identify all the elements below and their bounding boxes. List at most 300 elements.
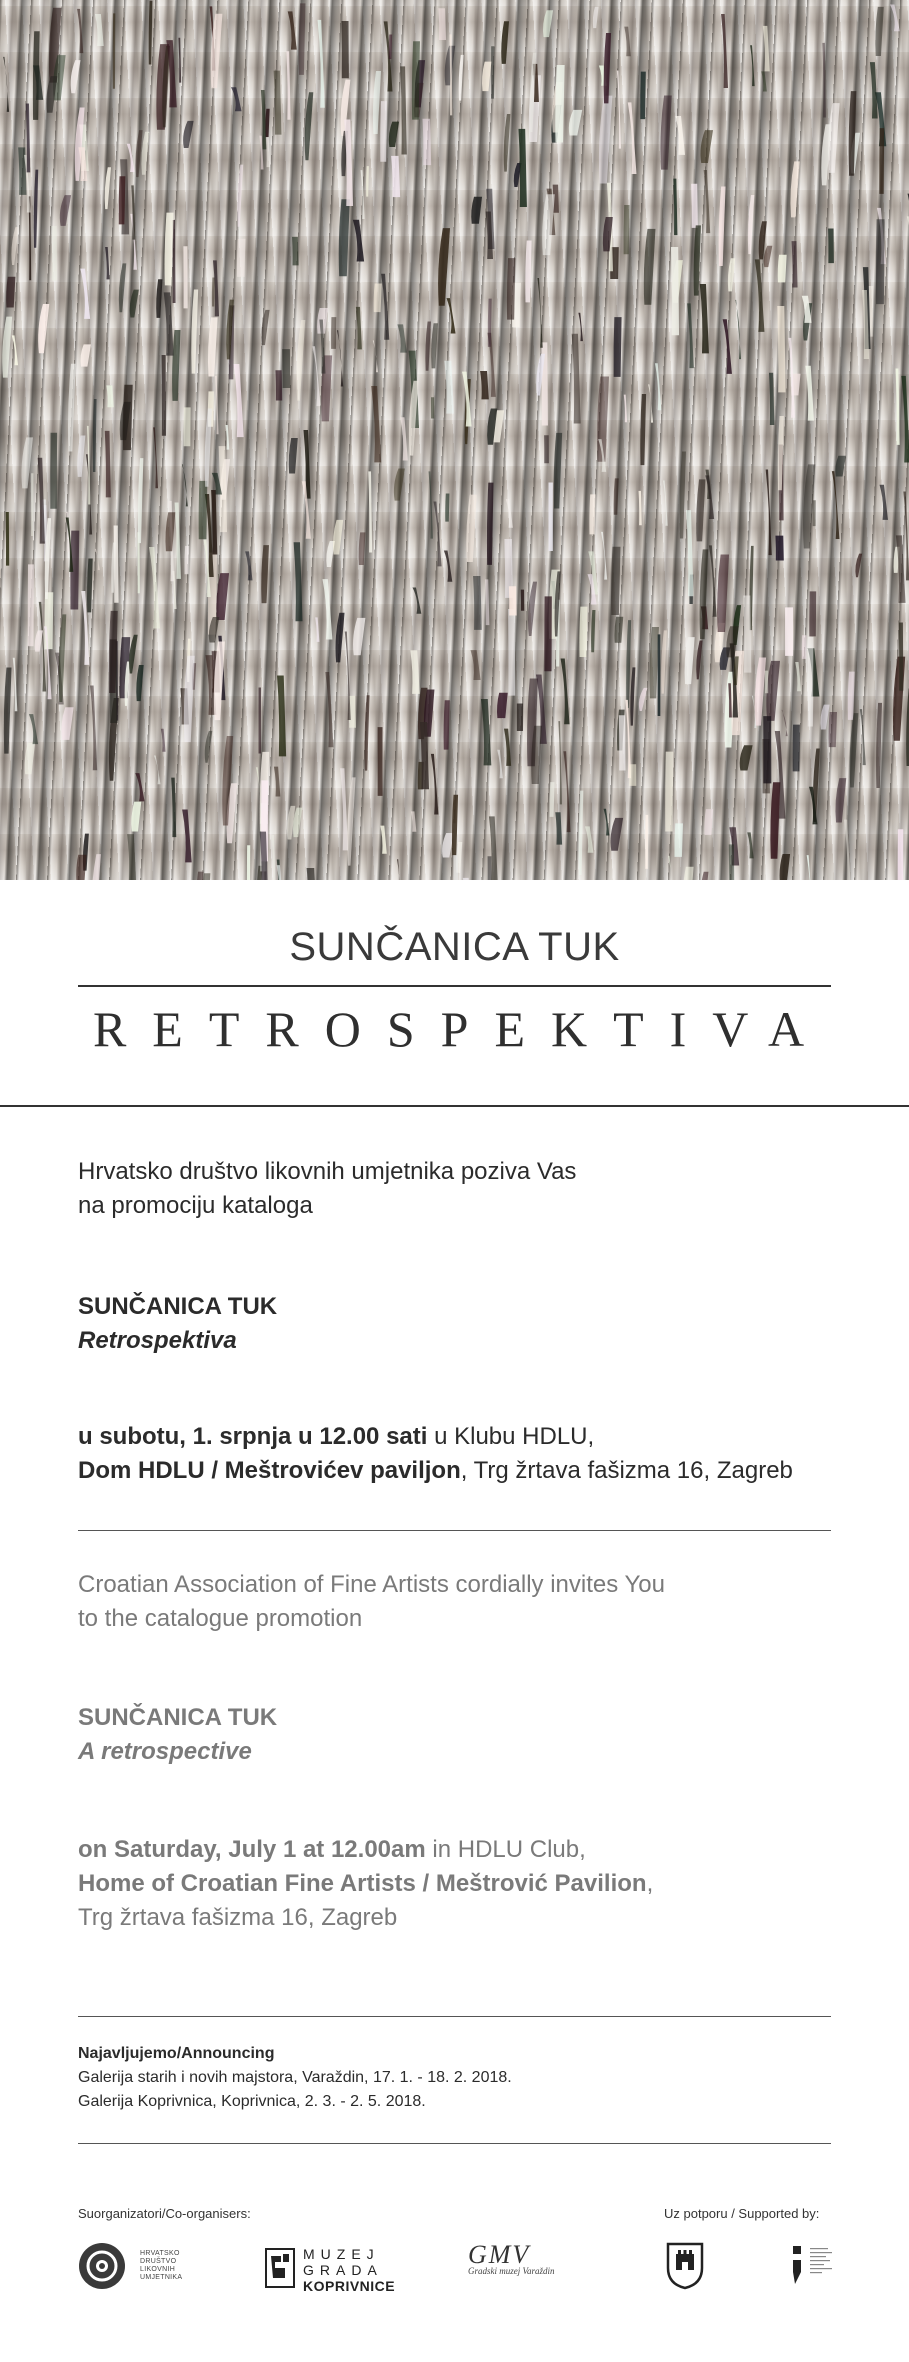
brush-stroke <box>517 704 523 732</box>
announcing-block <box>78 2042 838 2114</box>
brush-stroke <box>766 661 780 721</box>
hdlu-logo-line: UMJETNIKA <box>140 2274 183 2281</box>
brush-stroke <box>685 637 695 684</box>
brush-stroke <box>876 219 885 304</box>
brush-stroke <box>305 92 314 160</box>
brush-stroke <box>412 41 420 119</box>
brush-stroke <box>333 520 343 555</box>
brush-stroke <box>138 458 143 543</box>
brush-stroke <box>446 298 455 333</box>
brush-stroke <box>191 289 198 373</box>
brush-stroke <box>704 809 713 835</box>
coat-of-arms-logo <box>665 2240 705 2290</box>
croatian-artist: SUNČANICA TUK <box>78 1293 278 1320</box>
brush-stroke <box>312 346 320 406</box>
brush-stroke <box>353 618 365 655</box>
brush-stroke <box>782 710 788 736</box>
brush-stroke <box>764 246 773 267</box>
brush-stroke <box>356 307 362 349</box>
brush-stroke <box>18 147 26 194</box>
english-address: Trg žrtava fašizma 16, Zagreb <box>78 1904 398 1931</box>
brush-stroke <box>165 512 175 551</box>
brush-stroke <box>87 559 93 613</box>
brush-stroke <box>175 503 181 579</box>
brush-stroke <box>38 304 49 353</box>
brush-stroke <box>709 545 717 616</box>
brush-stroke <box>59 614 66 702</box>
brush-stroke <box>770 782 780 858</box>
brush-stroke <box>729 844 735 880</box>
croatian-date-venue <box>78 1420 838 1488</box>
brush-stroke <box>428 471 433 538</box>
brush-stroke <box>624 395 627 423</box>
artist-name-heading: SUNČANICA TUK <box>289 925 620 969</box>
brush-stroke <box>205 731 213 763</box>
brush-stroke <box>501 21 509 64</box>
brush-stroke <box>735 300 741 359</box>
gmv-logo-subtitle: Gradski muzej Varaždin <box>468 2266 555 2276</box>
brush-stroke <box>135 773 144 801</box>
brush-stroke <box>307 868 316 880</box>
brush-stroke <box>579 607 587 657</box>
brush-stroke <box>704 170 711 233</box>
brush-stroke <box>381 274 389 340</box>
brush-stroke <box>178 38 181 83</box>
brush-stroke <box>81 344 91 366</box>
brush-stroke <box>855 554 862 578</box>
brush-stroke <box>71 60 81 93</box>
brush-stroke <box>589 494 595 534</box>
brush-stroke <box>131 185 135 239</box>
brush-stroke <box>639 491 642 525</box>
brush-stroke <box>444 550 452 581</box>
brush-stroke <box>438 8 446 40</box>
brush-stroke <box>555 812 562 844</box>
brush-stroke <box>481 699 491 765</box>
english-date-venue <box>78 1833 838 1935</box>
brush-stroke <box>687 303 694 368</box>
brush-stroke <box>292 237 299 265</box>
brush-stroke <box>136 130 143 177</box>
brush-stroke <box>6 277 15 308</box>
brush-stroke <box>182 810 192 863</box>
brush-stroke <box>896 368 900 444</box>
brush-stroke <box>792 241 798 287</box>
brush-stroke <box>611 818 624 851</box>
brush-stroke <box>282 349 290 388</box>
brush-stroke <box>675 116 685 155</box>
brush-stroke <box>325 672 333 747</box>
brush-stroke <box>655 363 661 410</box>
brush-stroke <box>480 371 489 399</box>
hdlu-logo <box>78 2242 198 2292</box>
brush-stroke <box>640 72 646 119</box>
brush-stroke <box>400 417 408 460</box>
brush-stroke <box>130 290 139 318</box>
brush-stroke <box>411 811 417 831</box>
brush-stroke <box>628 102 637 174</box>
brush-stroke <box>696 479 705 541</box>
brush-stroke <box>870 62 878 118</box>
coat-of-arms-icon <box>665 2240 705 2290</box>
brush-stroke <box>555 65 564 143</box>
brush-stroke <box>740 745 753 770</box>
language-divider <box>78 1530 831 1531</box>
brush-stroke <box>673 179 677 235</box>
brush-stroke <box>34 170 38 248</box>
artwork-texture <box>0 0 909 880</box>
muzej-logo-line: KOPRIVNICE <box>303 2278 396 2294</box>
brush-stroke <box>410 650 419 694</box>
brush-stroke <box>504 729 511 766</box>
brush-stroke <box>245 551 252 580</box>
brush-stroke <box>380 826 387 854</box>
brush-stroke <box>497 693 508 718</box>
brush-stroke <box>76 855 86 880</box>
brush-stroke <box>663 481 668 526</box>
brush-stroke <box>11 227 18 265</box>
hdlu-logo-line: HRVATSKO <box>140 2250 180 2257</box>
english-invite-line2: to the catalogue promotion <box>78 1605 363 1632</box>
brush-stroke <box>294 542 303 621</box>
brush-stroke <box>487 483 494 565</box>
english-artist-block <box>78 1701 838 1769</box>
brush-stroke <box>265 109 269 137</box>
brush-stroke <box>660 96 671 170</box>
brush-stroke <box>289 438 298 473</box>
brush-stroke <box>445 493 449 521</box>
brush-stroke <box>80 269 90 319</box>
brush-stroke <box>389 122 399 147</box>
brush-stroke <box>52 226 57 281</box>
brush-stroke <box>829 712 837 747</box>
brush-stroke <box>165 213 174 286</box>
brush-stroke <box>61 707 73 740</box>
brush-stroke <box>537 278 542 348</box>
brush-stroke <box>136 665 143 701</box>
title-divider <box>78 985 831 987</box>
brush-stroke <box>237 239 246 277</box>
brush-stroke <box>208 317 218 376</box>
brush-stroke <box>95 549 100 570</box>
brush-stroke <box>544 596 551 671</box>
croatian-venue-rest: , Trg žrtava fašizma 16, Zagreb <box>460 1457 793 1484</box>
english-date-line <box>78 1833 838 1867</box>
muzej-emblem-icon <box>265 2248 295 2288</box>
ministry-logo <box>790 2244 840 2288</box>
brush-stroke <box>113 13 116 88</box>
brush-stroke <box>482 62 491 91</box>
brush-stroke <box>275 370 282 400</box>
brush-stroke <box>629 764 636 786</box>
brush-stroke <box>593 7 599 28</box>
brush-stroke <box>361 170 365 219</box>
brush-stroke <box>389 35 393 60</box>
brush-stroke <box>212 277 215 306</box>
croatian-venue-bold: Dom HDLU / Meštrovićev paviljon <box>78 1457 461 1484</box>
brush-stroke <box>640 394 646 465</box>
brush-stroke <box>272 835 276 880</box>
brush-stroke <box>156 279 162 318</box>
brush-stroke <box>299 3 306 75</box>
brush-stroke <box>648 384 653 422</box>
brush-stroke <box>68 364 76 452</box>
brush-stroke <box>199 481 208 539</box>
brush-stroke <box>832 471 840 539</box>
brush-stroke <box>624 205 630 254</box>
brush-stroke <box>277 676 286 757</box>
brush-stroke <box>4 667 12 753</box>
brush-stroke <box>755 658 766 726</box>
croatian-date-rest: u Klubu HDLU, <box>427 1423 595 1450</box>
brush-stroke <box>296 320 305 401</box>
brush-stroke <box>444 700 450 749</box>
english-invite-line1: Croatian Association of Fine Artists cordially invites You <box>78 1571 665 1598</box>
brush-stroke <box>548 482 552 551</box>
brush-stroke <box>630 667 635 725</box>
english-venue-rest: , <box>646 1870 654 1897</box>
brush-stroke <box>561 658 570 724</box>
brush-stroke <box>658 634 661 716</box>
brush-stroke <box>809 591 816 636</box>
brush-stroke <box>775 536 783 561</box>
brush-stroke <box>694 225 701 295</box>
brush-stroke <box>196 872 203 880</box>
brush-stroke <box>50 433 57 509</box>
brush-stroke <box>766 470 772 556</box>
brush-stroke <box>164 292 174 355</box>
brush-stroke <box>604 809 610 836</box>
brush-stroke <box>750 45 755 86</box>
brush-stroke <box>761 71 767 91</box>
brush-stroke <box>890 5 900 32</box>
english-venue-bold: Home of Croatian Fine Artists / Meštrović Pavilion <box>78 1870 647 1897</box>
brush-stroke <box>728 258 735 291</box>
announcing-heading: Najavljujemo/Announcing <box>78 2045 275 2062</box>
brush-stroke <box>261 545 269 603</box>
brush-stroke <box>183 246 187 308</box>
brush-stroke <box>903 491 909 580</box>
croatian-work-title: Retrospektiva <box>78 1327 237 1354</box>
brush-stroke <box>380 101 387 162</box>
brush-stroke <box>6 512 10 566</box>
brush-stroke <box>898 829 904 880</box>
brush-stroke <box>391 156 400 197</box>
brush-stroke <box>719 187 726 266</box>
brush-stroke <box>119 263 126 312</box>
brush-stroke <box>90 686 97 771</box>
brush-stroke <box>345 632 351 721</box>
brush-stroke <box>184 546 189 574</box>
brush-stroke <box>44 592 53 649</box>
exhibition-title: RETROSPEKTIVA <box>92 1001 831 1057</box>
brush-stroke <box>808 637 814 727</box>
english-date-bold: on Saturday, July 1 at 12.00am <box>78 1836 426 1863</box>
brush-stroke <box>850 713 859 787</box>
brush-stroke <box>624 27 631 57</box>
brush-stroke <box>611 547 620 615</box>
brush-stroke <box>504 114 511 172</box>
brush-stroke <box>579 791 584 875</box>
brush-stroke <box>585 826 594 852</box>
section-divider <box>0 1105 909 1107</box>
announcing-bottom-divider <box>78 2143 831 2144</box>
brush-stroke <box>183 121 194 148</box>
brush-stroke <box>549 782 554 817</box>
english-date-rest: in HDLU Club, <box>425 1836 586 1863</box>
croatian-venue-line <box>78 1454 838 1488</box>
brush-stroke <box>172 330 180 401</box>
brush-stroke <box>127 834 136 880</box>
brush-stroke <box>3 57 9 112</box>
brush-stroke <box>274 71 282 135</box>
brush-stroke <box>211 490 217 555</box>
brush-stroke <box>777 306 785 392</box>
brush-stroke <box>543 10 553 37</box>
brush-stroke <box>748 195 754 254</box>
ministry-text-mark <box>810 2246 836 2282</box>
brush-stroke <box>639 688 647 711</box>
brush-stroke <box>721 14 728 88</box>
hdlu-logo-line: DRUŠTVO <box>140 2258 177 2265</box>
croatian-artist-block <box>78 1290 838 1358</box>
muzej-logo-line: GRADA <box>303 2262 383 2278</box>
brush-stroke <box>339 199 350 276</box>
brush-stroke <box>378 727 383 796</box>
brush-stroke <box>488 856 492 880</box>
brush-stroke <box>790 161 799 217</box>
brush-stroke <box>231 87 242 111</box>
brush-stroke <box>696 641 702 680</box>
brush-stroke <box>765 671 768 694</box>
brush-stroke <box>28 564 34 646</box>
brush-stroke <box>563 751 570 832</box>
brush-stroke <box>77 436 85 477</box>
brush-stroke <box>844 820 851 880</box>
brush-stroke <box>644 229 656 305</box>
announcing-line1: Galerija starih i novih majstora, Varaždin, 17. 1. - 18. 2. 2018. <box>78 2069 512 2086</box>
brush-stroke <box>237 165 243 227</box>
brush-stroke <box>215 376 219 434</box>
brush-stroke <box>444 361 454 414</box>
brush-stroke <box>288 11 297 49</box>
brush-stroke <box>149 547 160 628</box>
brush-stroke <box>614 317 622 377</box>
gmv-logo <box>468 2240 608 2296</box>
brush-stroke <box>274 767 280 797</box>
brush-stroke <box>807 855 813 880</box>
brush-stroke <box>359 532 366 565</box>
brush-stroke <box>599 96 613 184</box>
brush-stroke <box>876 703 882 788</box>
brush-stroke <box>205 409 212 487</box>
brush-stroke <box>463 878 472 880</box>
brush-stroke <box>686 510 694 596</box>
brush-stroke <box>617 71 621 149</box>
brush-stroke <box>337 330 343 386</box>
brush-stroke <box>202 873 210 880</box>
brush-stroke <box>528 582 537 636</box>
brush-stroke <box>141 132 149 175</box>
brush-stroke <box>261 310 269 345</box>
brush-stroke <box>705 475 714 519</box>
brush-stroke <box>591 610 595 652</box>
brush-stroke <box>793 725 800 772</box>
brush-stroke <box>671 247 679 335</box>
brush-stroke <box>723 319 732 374</box>
brush-stroke <box>544 435 549 463</box>
brush-stroke <box>216 573 229 620</box>
brush-stroke <box>154 755 161 784</box>
brush-stroke <box>105 431 111 497</box>
brush-stroke <box>182 464 188 506</box>
brush-stroke <box>682 867 694 880</box>
brush-stroke <box>755 259 765 331</box>
brush-stroke <box>425 322 431 371</box>
brush-stroke <box>701 130 714 163</box>
brush-stroke <box>880 485 888 520</box>
brush-stroke <box>778 255 787 283</box>
brush-stroke <box>247 845 250 880</box>
brush-stroke <box>225 425 229 450</box>
brush-stroke <box>35 630 43 651</box>
brush-stroke <box>680 451 686 538</box>
brush-stroke <box>374 283 382 312</box>
announcing-top-divider <box>78 2016 831 2017</box>
brush-stroke <box>848 672 855 720</box>
croatian-invite-line2: na promociju kataloga <box>78 1192 313 1219</box>
brush-stroke <box>668 856 674 880</box>
muzej-logo-text <box>303 2246 395 2294</box>
brush-stroke <box>691 184 698 228</box>
brush-stroke <box>13 658 18 711</box>
brush-stroke <box>769 373 774 425</box>
hdlu-logo-line: LIKOVNIH <box>140 2266 176 2273</box>
brush-stroke <box>835 778 846 822</box>
brush-stroke <box>572 334 581 424</box>
brush-stroke <box>525 240 531 302</box>
brush-stroke <box>578 313 583 341</box>
brush-stroke <box>626 620 631 708</box>
brush-stroke <box>149 1 153 65</box>
brush-stroke <box>820 705 829 730</box>
brush-stroke <box>473 576 482 630</box>
brush-stroke <box>438 228 450 306</box>
brush-stroke <box>485 579 489 625</box>
brush-stroke <box>879 128 884 194</box>
brush-stroke <box>259 688 261 754</box>
brush-stroke <box>604 33 611 103</box>
brush-stroke <box>105 167 111 209</box>
brush-stroke <box>95 14 104 46</box>
brush-stroke <box>368 471 372 552</box>
brush-stroke <box>763 26 770 72</box>
brush-stroke <box>860 709 866 765</box>
brush-stroke <box>322 579 332 639</box>
supported-by-label: Uz potporu / Supported by: <box>664 2206 820 2221</box>
brush-stroke <box>25 743 35 775</box>
brush-stroke <box>433 501 441 566</box>
english-work-title: A retrospective <box>78 1738 252 1765</box>
brush-stroke <box>347 777 355 865</box>
brush-stroke <box>661 630 667 693</box>
brush-stroke <box>601 532 607 580</box>
brush-stroke <box>558 721 562 804</box>
brush-stroke <box>422 119 431 165</box>
brush-stroke <box>554 433 562 509</box>
hdlu-logo-text <box>140 2250 182 2282</box>
brush-stroke <box>471 650 481 680</box>
